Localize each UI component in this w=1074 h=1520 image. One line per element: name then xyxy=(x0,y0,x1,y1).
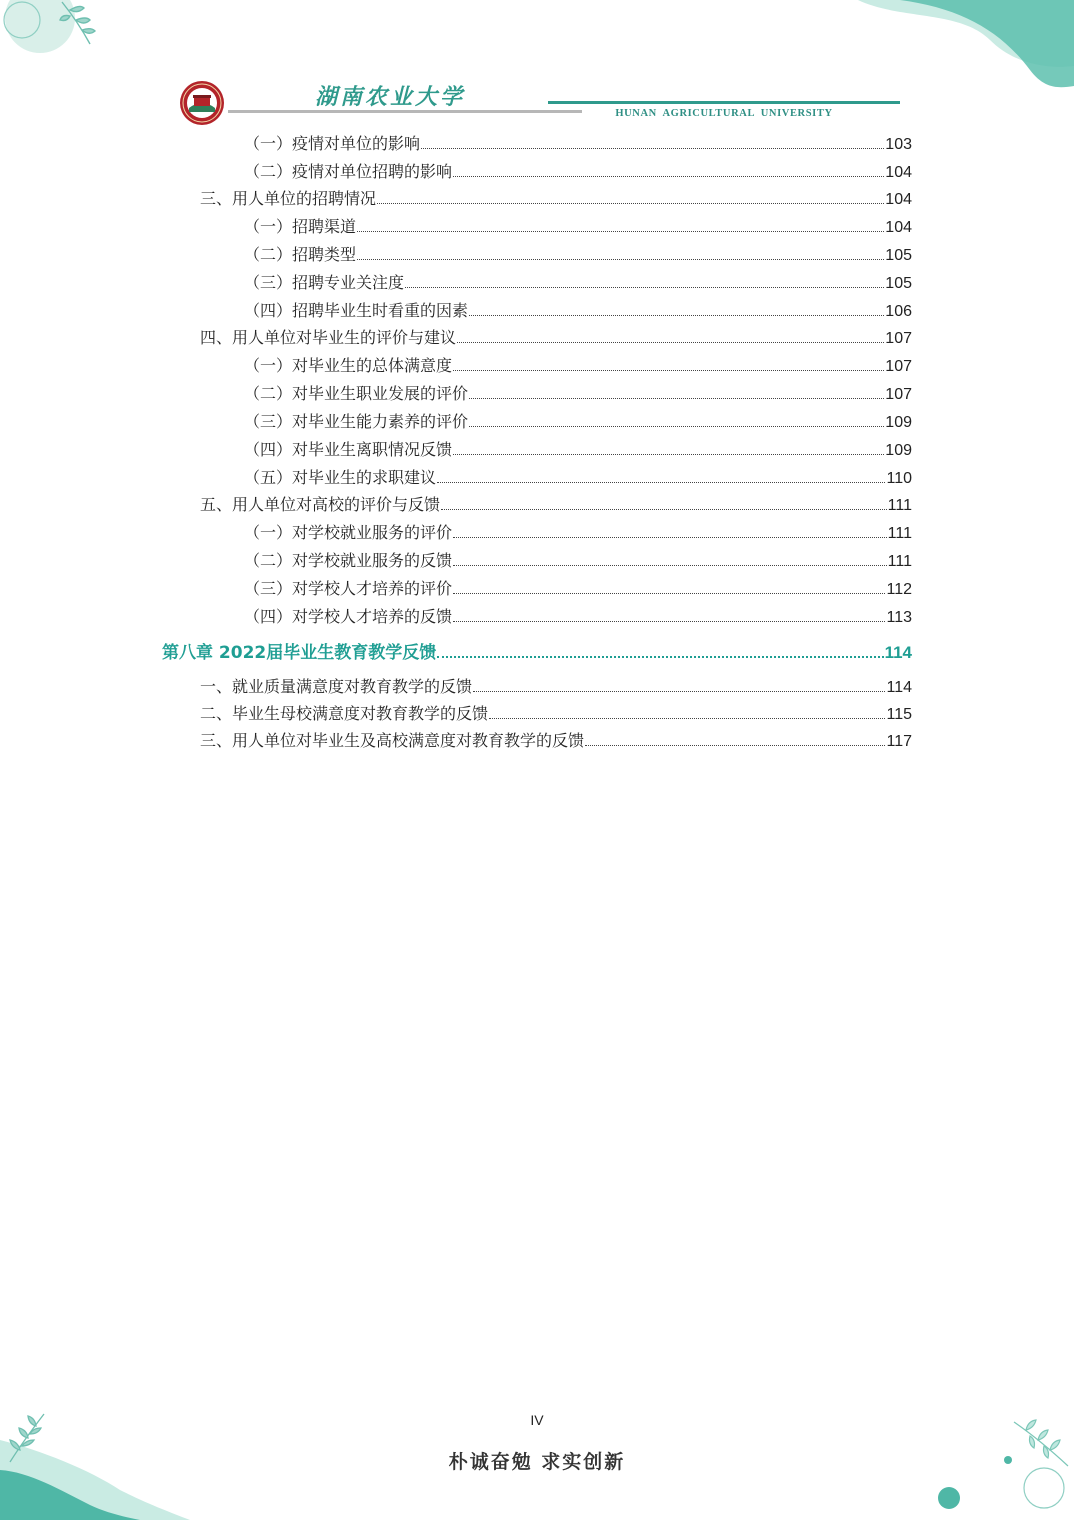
toc-entry-page: 107 xyxy=(885,358,912,375)
toc-dot-leader xyxy=(357,230,884,232)
toc-entry[interactable] xyxy=(244,465,912,491)
toc-entry-title: （二）对学校就业服务的反馈 xyxy=(244,551,453,570)
toc-entry-title: （一）疫情对单位的影响 xyxy=(244,134,421,153)
toc-entry-title: 三、用人单位对毕业生及高校满意度对教育教学的反馈 xyxy=(200,731,585,750)
toc-dot-leader xyxy=(469,314,884,316)
toc-dot-leader xyxy=(469,397,884,399)
toc-entry-page: 103 xyxy=(885,136,912,153)
toc-entry-title: （三）招聘专业关注度 xyxy=(244,273,405,292)
toc-entry-page: 112 xyxy=(886,581,912,598)
toc-dot-leader xyxy=(457,341,884,343)
university-name-cn: 湖南农业大学 xyxy=(314,84,465,110)
toc-dot-leader xyxy=(405,286,884,288)
toc-entry-page: 106 xyxy=(885,303,912,320)
toc-dot-leader xyxy=(441,508,887,510)
toc-entry[interactable] xyxy=(244,548,912,574)
toc-dot-leader xyxy=(453,453,884,455)
toc-dot-leader xyxy=(421,147,884,149)
toc-dot-leader xyxy=(453,175,884,177)
toc-entry-page: 111 xyxy=(887,553,912,570)
toc-entry-page: 104 xyxy=(885,191,912,208)
toc-entry-page: 111 xyxy=(887,525,912,542)
toc-entry[interactable] xyxy=(244,131,912,157)
toc-entry[interactable] xyxy=(200,492,912,518)
toc-entry[interactable] xyxy=(244,214,912,240)
toc-entry[interactable] xyxy=(244,298,912,324)
toc-dot-leader xyxy=(437,481,885,483)
toc-entry-title: （二）疫情对单位招聘的影响 xyxy=(244,162,453,181)
top-left-circle xyxy=(5,0,75,53)
toc-entry[interactable] xyxy=(244,604,912,630)
bottom-right-dot-large xyxy=(938,1487,960,1509)
toc-entry-title: （四）对学校人才培养的反馈 xyxy=(244,607,453,626)
toc-entry-title: 第八章 2022届毕业生教育教学反馈 xyxy=(162,643,437,663)
toc-entry-title: （二）对毕业生职业发展的评价 xyxy=(244,384,469,403)
toc-entry-title: （五）对毕业生的求职建议 xyxy=(244,468,437,487)
toc-entry-title: （一）对毕业生的总体满意度 xyxy=(244,356,453,375)
university-motto: 朴诚奋勉 求实创新 xyxy=(448,1451,626,1473)
toc-entry[interactable] xyxy=(244,353,912,379)
toc-entry-title: （一）对学校就业服务的评价 xyxy=(244,523,453,542)
toc-dot-leader xyxy=(437,655,883,658)
toc-entry-title: （三）对毕业生能力素养的评价 xyxy=(244,412,469,431)
toc-entry-title: 三、用人单位的招聘情况 xyxy=(200,189,377,208)
toc-entry[interactable] xyxy=(200,186,912,212)
toc-dot-leader xyxy=(453,620,885,622)
toc-entry[interactable] xyxy=(244,270,912,296)
toc-entry-title: 二、毕业生母校满意度对教育教学的反馈 xyxy=(200,704,489,723)
toc-entry[interactable] xyxy=(244,242,912,268)
toc-entry-page: 104 xyxy=(885,219,912,236)
toc-chapter-entry[interactable] xyxy=(162,640,912,666)
toc-entry[interactable] xyxy=(200,701,912,727)
toc-entry-title: 一、就业质量满意度对教育教学的反馈 xyxy=(200,677,473,696)
toc-entry-page: 105 xyxy=(885,247,912,264)
toc-entry[interactable] xyxy=(200,325,912,351)
toc-entry-page: 109 xyxy=(885,414,912,431)
toc-entry[interactable] xyxy=(200,674,912,700)
toc-entry[interactable] xyxy=(200,728,912,754)
toc-entry-page: 117 xyxy=(886,733,912,750)
header-rule-gray xyxy=(228,110,582,113)
toc-entry[interactable] xyxy=(244,159,912,185)
bottom-right-ring xyxy=(1024,1468,1064,1508)
page-number: IV xyxy=(530,1412,544,1428)
toc-entry-page: 115 xyxy=(886,706,912,723)
toc-dot-leader xyxy=(469,425,884,427)
toc-entry-page: 107 xyxy=(885,386,912,403)
toc-entry-title: 五、用人单位对高校的评价与反馈 xyxy=(200,495,441,514)
university-name-en: HUNAN AGRICULTURAL UNIVERSITY xyxy=(615,108,833,119)
toc-entry[interactable] xyxy=(244,576,912,602)
toc-entry-page: 114 xyxy=(886,679,912,696)
toc-dot-leader xyxy=(489,717,885,719)
toc-entry-page: 105 xyxy=(885,275,912,292)
toc-entry[interactable] xyxy=(244,520,912,546)
toc-entry-page: 110 xyxy=(886,470,912,487)
toc-dot-leader xyxy=(453,369,884,371)
toc-entry-page: 104 xyxy=(885,164,912,181)
toc-entry-page: 114 xyxy=(884,643,912,662)
toc-dot-leader xyxy=(357,258,884,260)
toc-entry-page: 111 xyxy=(887,497,912,514)
toc-entry[interactable] xyxy=(244,409,912,435)
toc-entry-title: （四）对毕业生离职情况反馈 xyxy=(244,440,453,459)
toc-dot-leader xyxy=(453,564,887,566)
university-seal-logo xyxy=(179,80,225,126)
toc-dot-leader xyxy=(473,690,885,692)
toc-dot-leader xyxy=(453,536,887,538)
toc-entry[interactable] xyxy=(244,437,912,463)
toc-dot-leader xyxy=(585,744,885,746)
toc-entry-title: 四、用人单位对毕业生的评价与建议 xyxy=(200,328,457,347)
toc-entry-title: （二）招聘类型 xyxy=(244,245,357,264)
toc-entry-page: 113 xyxy=(886,609,912,626)
header-rule-teal xyxy=(548,101,900,104)
toc-entry-title: （一）招聘渠道 xyxy=(244,217,357,236)
toc-entry[interactable] xyxy=(244,381,912,407)
toc-entry-title: （四）招聘毕业生时看重的因素 xyxy=(244,301,469,320)
toc-dot-leader xyxy=(377,202,884,204)
toc-entry-title: （三）对学校人才培养的评价 xyxy=(244,579,453,598)
toc-entry-page: 109 xyxy=(885,442,912,459)
toc-dot-leader xyxy=(453,592,885,594)
toc-entry-page: 107 xyxy=(885,330,912,347)
